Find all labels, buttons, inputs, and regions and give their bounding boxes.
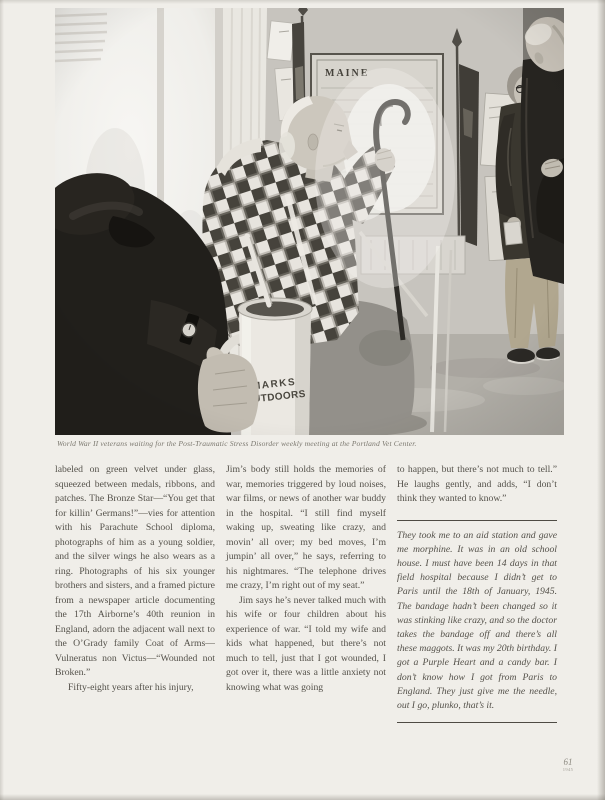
- pullquote: They took me to an aid station and gave me morphine. It was in an old school house. I must have been 14 days in that field hospital because I didn’t get to Paris until the 18th of January, 1945. The bandage hadn’t been changed so it was stinking like crazy, and so the doctor takes the bandage off and there’s all these maggots. It was my 20th birthday. I got a Purple Heart and a candy bar. I don’t know how I got from Paris to England. They just give me the needle, out I go, plunko, that’s it.: [397, 520, 557, 724]
- text-column-3: [397, 463, 557, 723]
- vignette: [55, 8, 564, 435]
- page-edge-shadow: [0, 0, 605, 4]
- page-edge-shadow: [597, 0, 605, 800]
- page-number: 61: [563, 757, 573, 767]
- paragraph: Fifty-eight years after his injury,: [68, 681, 194, 693]
- folio-caption: 1945: [562, 767, 574, 772]
- paragraph: Jim says he’s never talked much with his wife or four children about his experience of war. “I told my wife and kids what happened, but there’s not much to tell, just that I got wounded, I got over it, there was a little anxiety not knowing what was going: [226, 594, 386, 693]
- photograph: [55, 8, 564, 435]
- photo-caption: World War II veterans waiting for the Post-Traumatic Stress Disorder weekly meeting at the Portland Vet Center.: [57, 439, 417, 448]
- paragraph: labeled on green velvet under glass, squeezed between medals, ribbons, and patches. The Bronze Star—“You get that for killin’ Germans!”—vies for attention with his Parachute School diploma, photographs of him as a young soldier, and the silver wings he also wears as a ring. Photographs of his six younger brothers and sisters, and a framed picture from a newspaper article documenting the 17th Airborne’s 40th reunion in England, adorn the adjacent wall next to the O’Grady family Coat of Arms—Vulneratus non Victus—“Wounded not Broken.”: [55, 464, 215, 678]
- paragraph: to happen, but there’s not much to tell.” He laughs gently, and adds, “I don’t think they wanted to know.”: [397, 464, 557, 504]
- text-column-2: [226, 463, 386, 723]
- article-body: [55, 463, 557, 723]
- page-edge-shadow: [0, 0, 4, 800]
- text-column-1: [55, 463, 215, 723]
- paragraph: Jim’s body still holds the memories of war, memories triggered by loud noises, war films, or news of another war buddy in the hospital. “I still find myself waking up, sweating like crazy, and movin’ all over; my bed moves, I’m jumpin’ all over,” he says, referring to his nightmares. “The telephone drives me crazy, I’m right out of my seat.”: [226, 464, 386, 591]
- photo-illustration: [55, 8, 564, 435]
- page-edge-shadow: [0, 794, 605, 800]
- folio: [548, 757, 588, 773]
